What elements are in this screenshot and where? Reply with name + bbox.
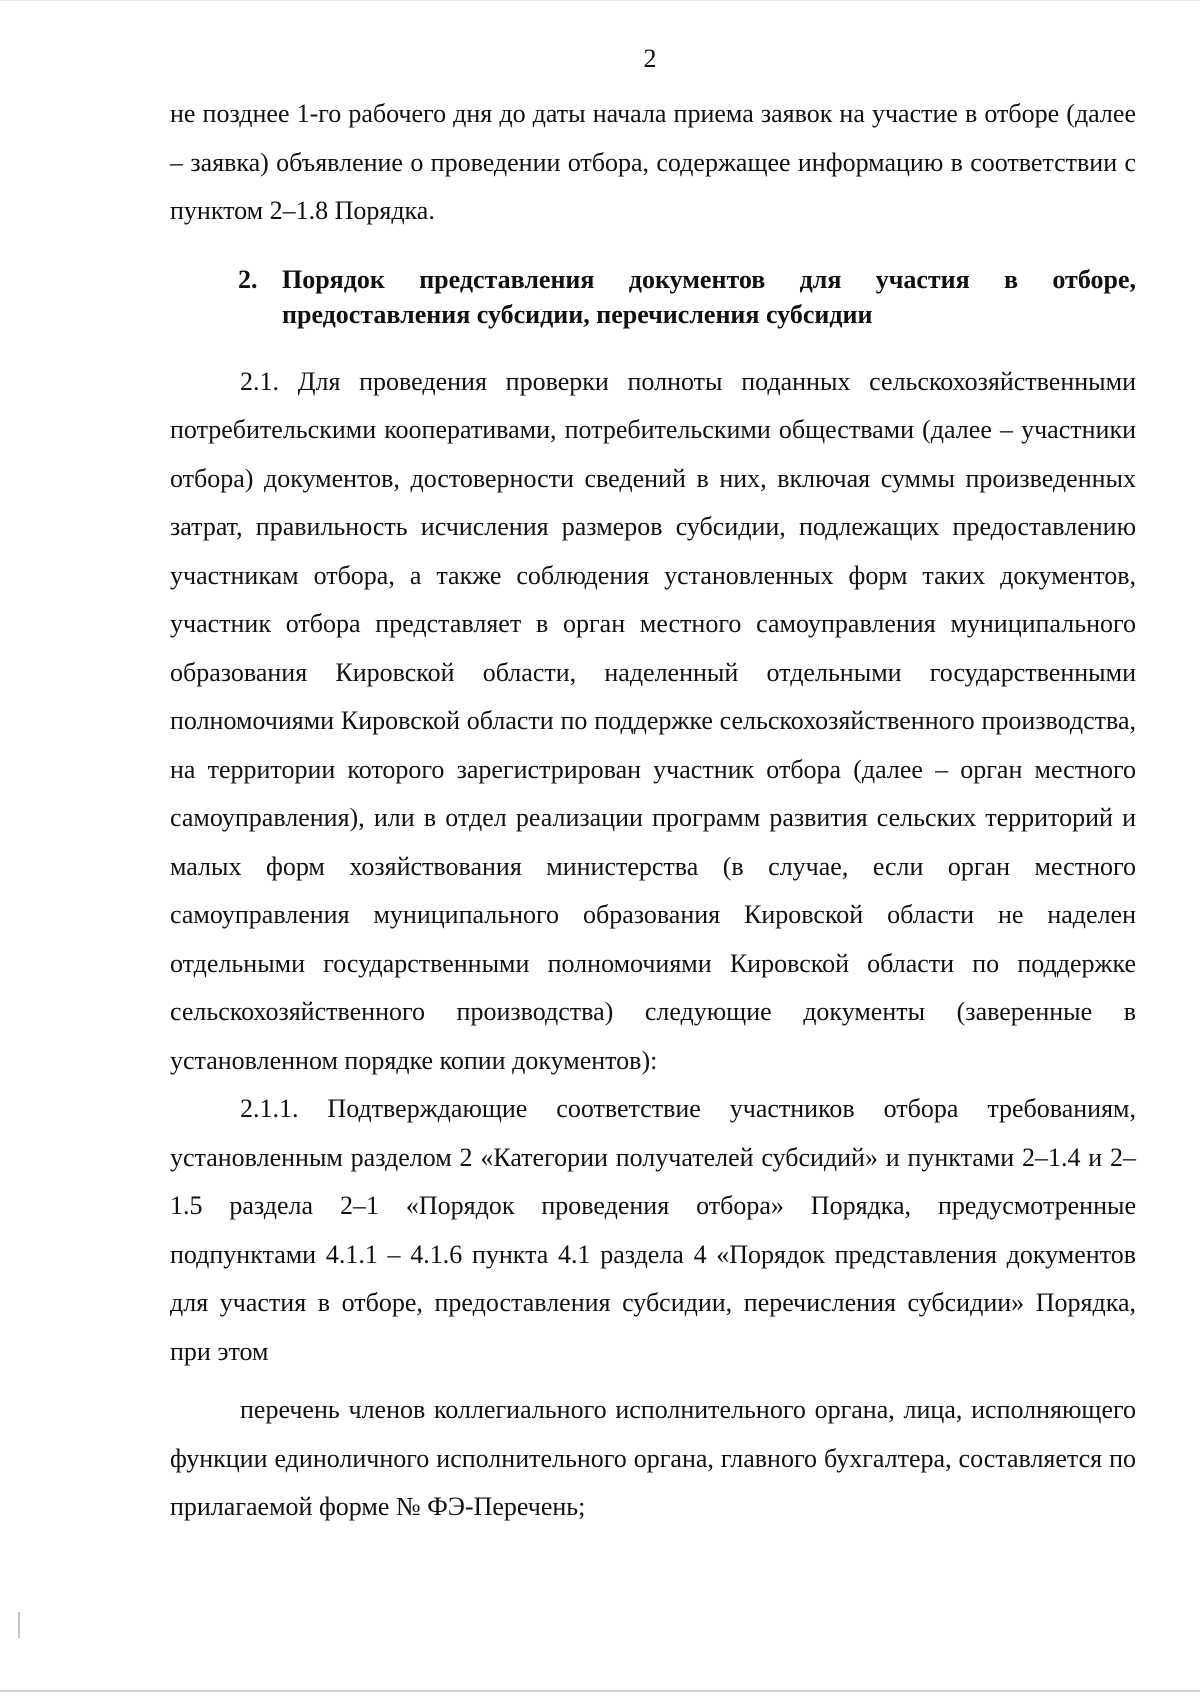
scan-artifact-mark (18, 1612, 20, 1638)
paragraph-2-1: 2.1. Для проведения проверки полноты поданных сельскохозяйственными потребительскими кооперативами, потребительскими обществами (далее – участники отбора) документов, достоверности сведений в них, включая суммы произведенных затрат, правильность исчисления размеров субсидии, подлежащих предоставлению участникам отбора, а также соблюдения установленных форм таких документов, участник отбора представляет в орган местного самоуправления муниципального образования Кировской области, наделенный отдельными государственными полномочиями Кировской области по поддержке сельскохозяйственного производства, на территории которого зарегистрирован участник отбора (далее – орган местного самоуправления), или в отдел реализации программ развития сельских территорий и малых форм хозяйствования министерства (в случае, если орган местного самоуправления муниципального образования Кировской области не наделен отдельными государственными полномочиями Кировской области по поддержке сельскохозяйственного производства) следующие документы (заверенные в установленном порядке копии документов): (170, 366, 1136, 1075)
page-top-edge (0, 0, 1200, 1)
section-number: 2. (238, 264, 258, 294)
paragraph-member-list: перечень членов коллегиального исполнительного органа, лица, исполняющего функции единоличного исполнительного органа, главного бухгалтера, составляется по прилагаемой форме № ФЭ-Перечень; (170, 1395, 1136, 1521)
page-bottom-edge (0, 1690, 1200, 1692)
page-number: 2 (643, 44, 657, 73)
paragraph-2-1-1: 2.1.1. Подтверждающие соответствие участников отбора требованиям, установленным разделом 2 «Категории получателей субсидий» и пунктами 2–1.4 и 2–1.5 раздела 2–1 «Порядок проведения отбора» Порядка, предусмотренные подпунктами 4.1.1 – 4.1.6 пункта 4.1 раздела 4 «Порядок представления документов для участия в отборе, предоставления субсидии, перечисления субсидии» Порядка, при этом (170, 1094, 1136, 1366)
section-heading (170, 262, 1136, 332)
document-body (170, 90, 1136, 1532)
section-title: Порядок представления документов для участия в отборе, предоставления субсидии, перечисления субсидии (282, 264, 1136, 329)
intro-paragraph: не позднее 1-го рабочего дня до даты начала приема заявок на участие в отборе (далее – заявка) объявление о проведении отбора, содержащее информацию в соответствии с пунктом 2–1.8 Порядка. (170, 99, 1136, 225)
